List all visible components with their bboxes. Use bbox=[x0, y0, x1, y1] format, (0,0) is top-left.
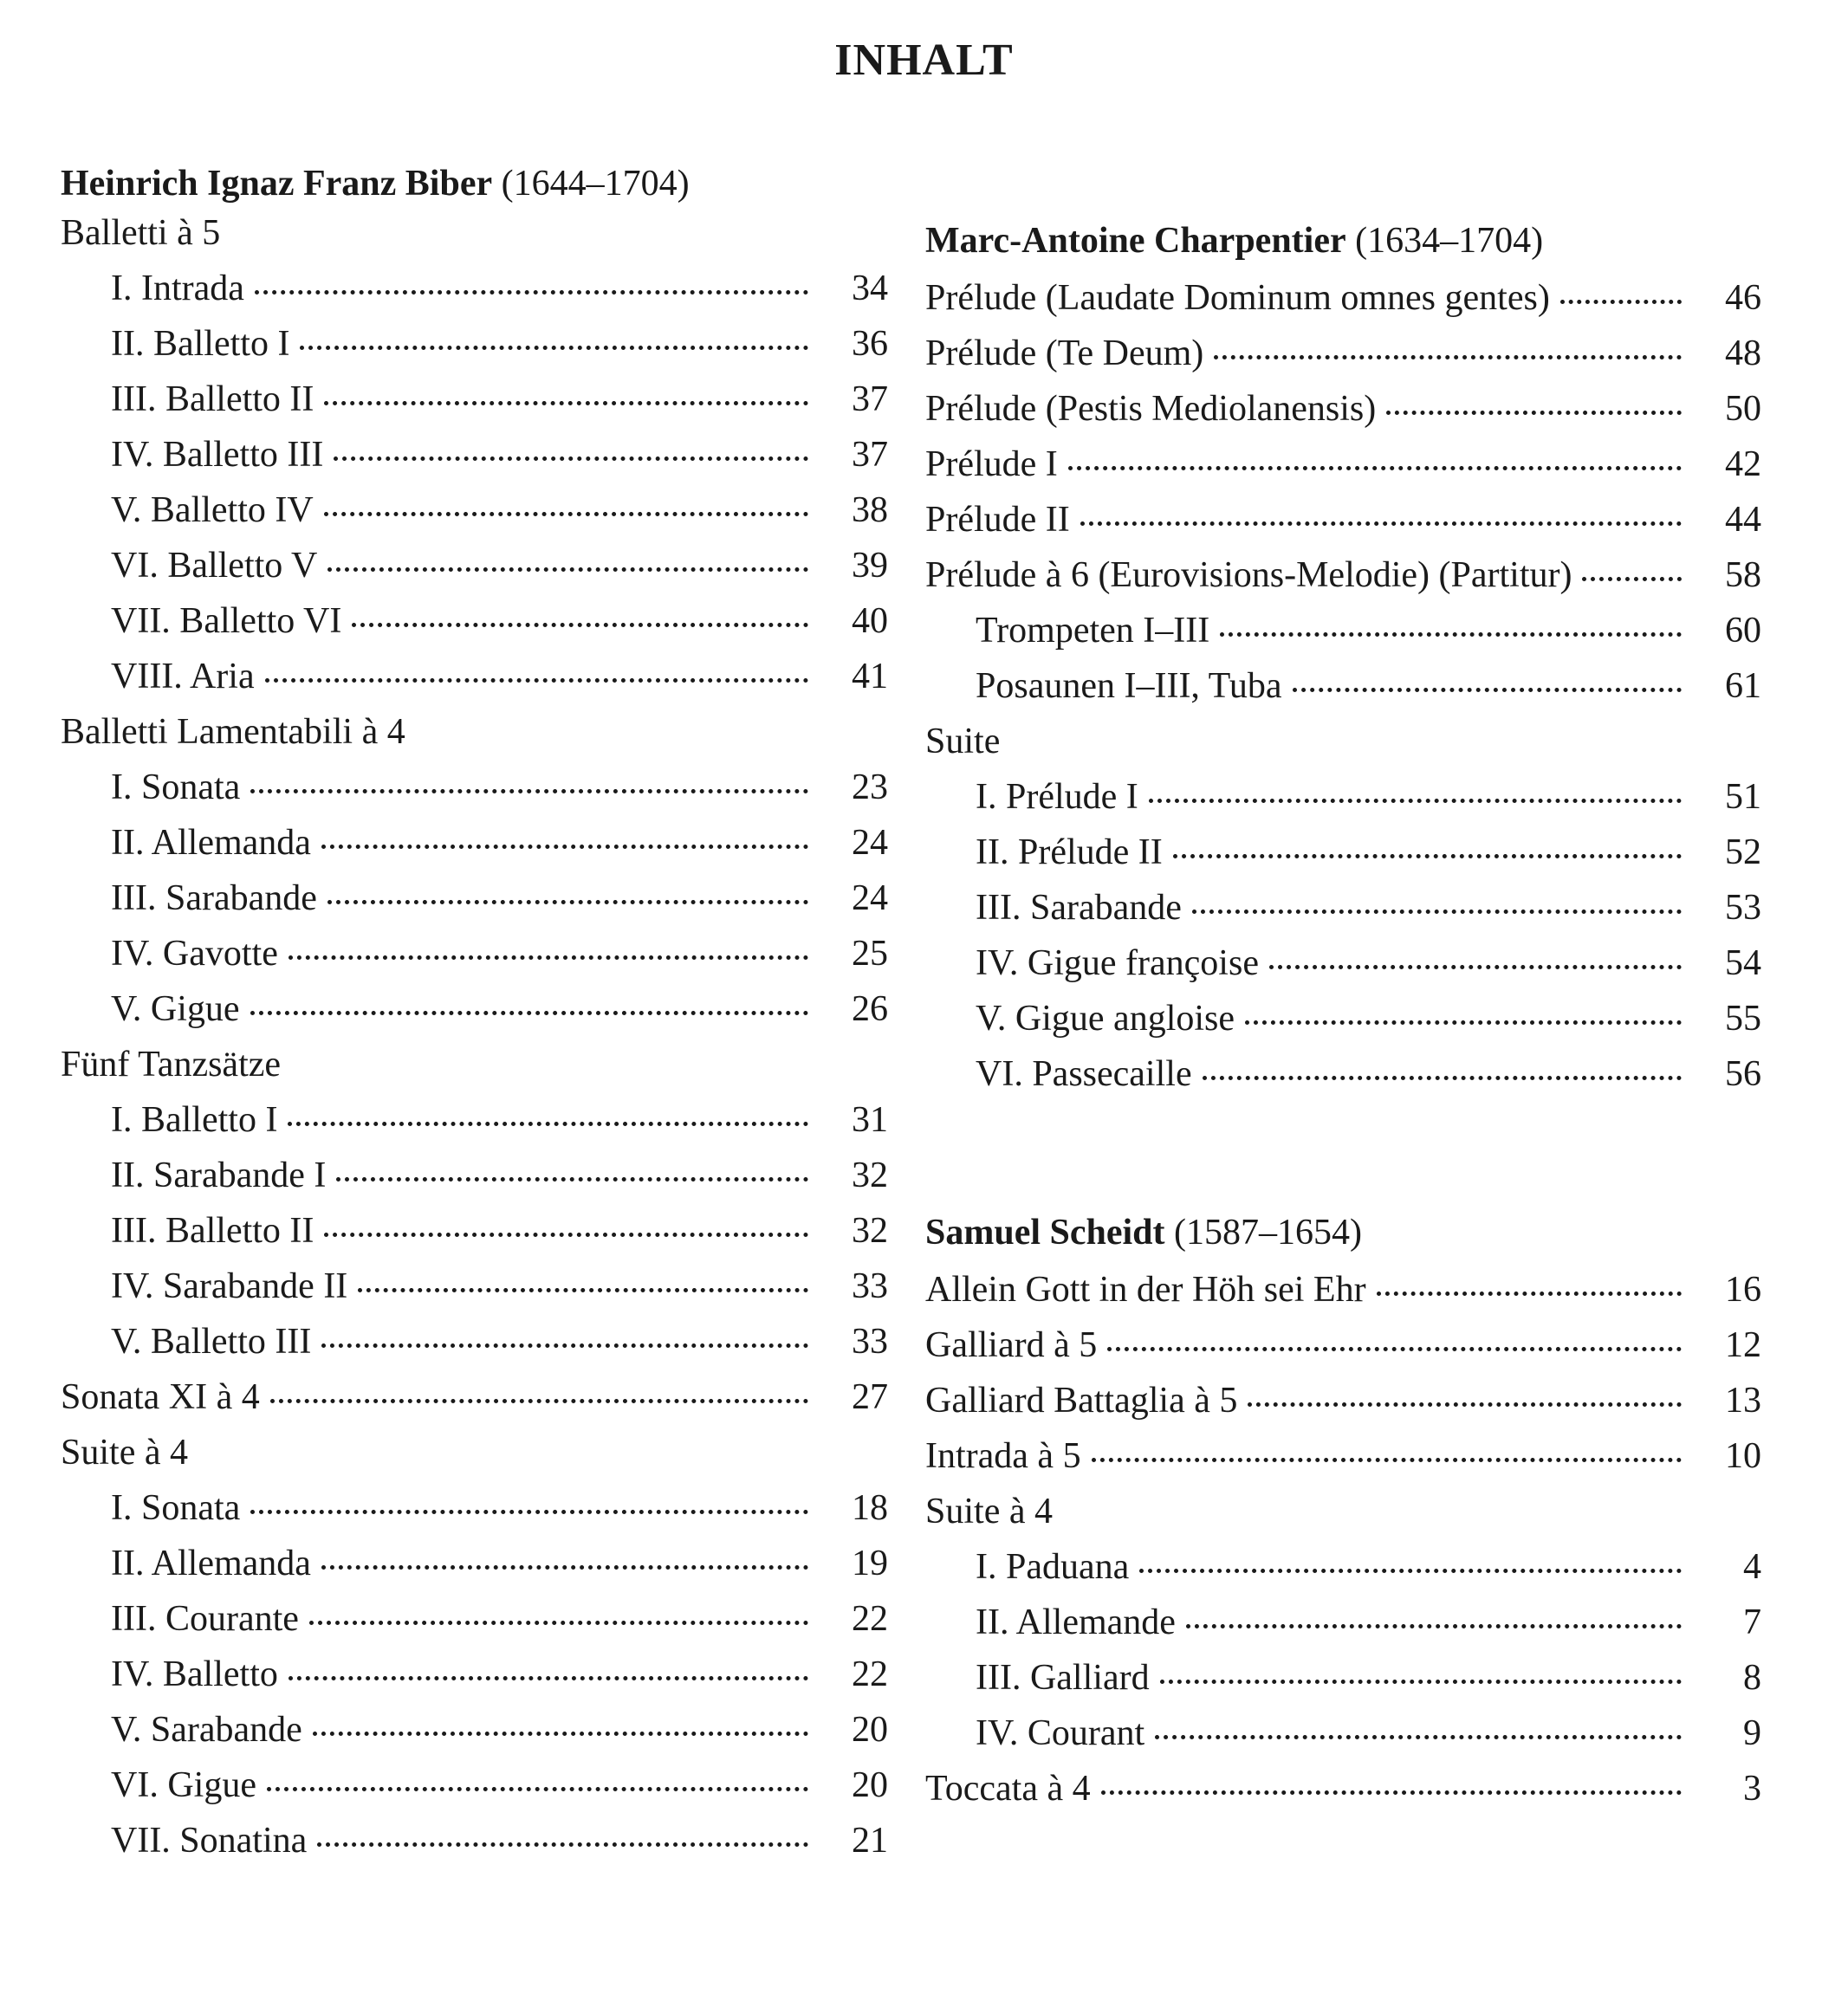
entry-title: V. Balletto III bbox=[111, 1322, 312, 1362]
page-title: INHALT bbox=[834, 36, 1014, 85]
entry-title: II. Prélude II bbox=[976, 832, 1163, 872]
composer-name: Heinrich Ignaz Franz Biber bbox=[61, 164, 493, 204]
dot-leader bbox=[250, 1011, 808, 1015]
entry-page: 38 bbox=[852, 490, 888, 530]
toc-entry[interactable] bbox=[61, 316, 888, 372]
dot-leader bbox=[1214, 355, 1682, 359]
dot-leader bbox=[336, 1177, 808, 1182]
entry-page: 61 bbox=[1725, 666, 1761, 706]
toc-entry[interactable] bbox=[61, 760, 888, 815]
entry-title: Allein Gott in der Höh sei Ehr bbox=[925, 1270, 1366, 1310]
dot-leader bbox=[1186, 1624, 1682, 1628]
entry-page: 40 bbox=[852, 601, 888, 641]
dot-leader bbox=[289, 955, 808, 960]
entry-title: Prélude (Pestis Mediolanensis) bbox=[925, 389, 1377, 429]
entry-title: I. Paduana bbox=[976, 1547, 1130, 1587]
dot-leader bbox=[250, 1510, 808, 1514]
dot-leader bbox=[300, 346, 808, 350]
entry-title: Sonata XI à 4 bbox=[61, 1377, 260, 1417]
toc-entry[interactable] bbox=[925, 1262, 1761, 1317]
toc-entry[interactable] bbox=[925, 991, 1761, 1046]
entry-title: VI. Passecaille bbox=[976, 1054, 1192, 1094]
dot-leader bbox=[1139, 1569, 1682, 1573]
entry-page: 24 bbox=[852, 878, 888, 918]
toc-entry[interactable] bbox=[925, 326, 1761, 381]
toc-entry[interactable] bbox=[61, 261, 888, 316]
entry-page: 10 bbox=[1725, 1436, 1761, 1476]
toc-entry[interactable] bbox=[61, 815, 888, 871]
entry-title: Trompeten I–III bbox=[976, 611, 1210, 651]
dot-leader bbox=[1377, 1292, 1682, 1296]
dot-leader bbox=[1386, 411, 1682, 415]
entry-title: Prélude (Laudate Dominum omnes gentes) bbox=[925, 278, 1550, 318]
entry-page: 24 bbox=[852, 823, 888, 863]
entry-title: Posaunen I–III, Tuba bbox=[976, 666, 1282, 706]
entry-page: 20 bbox=[852, 1765, 888, 1805]
composer-heading-biber bbox=[61, 156, 888, 211]
dot-leader bbox=[1582, 577, 1682, 581]
entry-page: 12 bbox=[1725, 1325, 1761, 1365]
toc-entry[interactable] bbox=[925, 492, 1761, 547]
toc-entry[interactable] bbox=[61, 482, 888, 538]
dot-leader bbox=[327, 567, 808, 572]
dot-leader bbox=[309, 1621, 808, 1625]
group-title: Balletti à 5 bbox=[61, 213, 221, 253]
toc-entry[interactable] bbox=[925, 1650, 1761, 1706]
entry-page: 22 bbox=[852, 1599, 888, 1639]
toc-entry[interactable] bbox=[61, 1813, 888, 1868]
composer-dates: (1644–1704) bbox=[501, 164, 690, 204]
group-title: Suite à 4 bbox=[925, 1492, 1053, 1531]
dot-leader bbox=[327, 900, 808, 904]
composer-name: Marc-Antoine Charpentier bbox=[925, 221, 1346, 261]
toc-entry[interactable] bbox=[61, 1203, 888, 1259]
entry-title: I. Prélude I bbox=[976, 777, 1138, 817]
entry-page: 23 bbox=[852, 767, 888, 807]
entry-title: Prélude (Te Deum) bbox=[925, 333, 1204, 373]
dot-leader bbox=[1092, 1458, 1682, 1462]
dot-leader bbox=[321, 1343, 808, 1348]
entry-page: 33 bbox=[852, 1266, 888, 1306]
dot-leader bbox=[1248, 1402, 1682, 1407]
toc-entry[interactable] bbox=[61, 871, 888, 926]
toc-entry[interactable] bbox=[61, 1314, 888, 1369]
dot-leader bbox=[270, 1399, 808, 1403]
entry-page: 42 bbox=[1725, 444, 1761, 484]
dot-leader bbox=[1293, 688, 1683, 692]
toc-entry[interactable] bbox=[61, 1259, 888, 1314]
entry-page: 41 bbox=[852, 657, 888, 696]
entry-page: 32 bbox=[852, 1156, 888, 1195]
dot-leader bbox=[1173, 854, 1682, 858]
dot-leader bbox=[1160, 1680, 1682, 1684]
dot-leader bbox=[1220, 632, 1682, 637]
toc-entry[interactable] bbox=[61, 593, 888, 649]
entry-page: 34 bbox=[852, 269, 888, 308]
dot-leader bbox=[289, 1676, 808, 1680]
entry-title: IV. Courant bbox=[976, 1713, 1145, 1753]
entry-page: 33 bbox=[852, 1322, 888, 1362]
dot-leader bbox=[321, 1565, 808, 1570]
toc-entry[interactable] bbox=[61, 1647, 888, 1702]
dot-leader bbox=[1107, 1347, 1682, 1351]
dot-leader bbox=[255, 290, 808, 295]
entry-page: 58 bbox=[1725, 555, 1761, 595]
dot-leader bbox=[265, 678, 808, 683]
dot-leader bbox=[324, 512, 808, 516]
entry-title: IV. Balletto III bbox=[111, 435, 324, 475]
toc-entry[interactable] bbox=[61, 649, 888, 704]
entry-title: IV. Sarabande II bbox=[111, 1266, 348, 1306]
entry-page: 39 bbox=[852, 546, 888, 586]
entry-page: 27 bbox=[852, 1377, 888, 1417]
dot-leader bbox=[1068, 466, 1682, 470]
toc-entry[interactable] bbox=[925, 270, 1761, 326]
toc-entry[interactable] bbox=[61, 1702, 888, 1758]
entry-title: II. Balletto I bbox=[111, 324, 290, 364]
entry-page: 16 bbox=[1725, 1270, 1761, 1310]
entry-page: 48 bbox=[1725, 333, 1761, 373]
toc-entry[interactable] bbox=[925, 658, 1761, 714]
entry-page: 46 bbox=[1725, 278, 1761, 318]
entry-page: 44 bbox=[1725, 500, 1761, 540]
toc-entry[interactable] bbox=[925, 603, 1761, 658]
toc-entry[interactable] bbox=[61, 1536, 888, 1591]
entry-page: 31 bbox=[852, 1100, 888, 1140]
entry-page: 19 bbox=[852, 1544, 888, 1583]
entry-page: 7 bbox=[1743, 1602, 1761, 1642]
toc-entry[interactable] bbox=[925, 1046, 1761, 1102]
entry-page: 13 bbox=[1725, 1381, 1761, 1421]
entry-title: I. Sonata bbox=[111, 1488, 241, 1528]
entry-page: 3 bbox=[1743, 1769, 1761, 1809]
entry-page: 18 bbox=[852, 1488, 888, 1528]
entry-page: 52 bbox=[1725, 832, 1761, 872]
entry-page: 53 bbox=[1725, 888, 1761, 928]
entry-title: III. Sarabande bbox=[111, 878, 317, 918]
entry-title: IV. Gigue françoise bbox=[976, 943, 1259, 983]
entry-page: 60 bbox=[1725, 611, 1761, 651]
toc-entry[interactable] bbox=[925, 769, 1761, 825]
entry-title: I. Sonata bbox=[111, 767, 241, 807]
dot-leader bbox=[313, 1732, 808, 1736]
composer-dates: (1634–1704) bbox=[1355, 221, 1544, 261]
toc-entry[interactable] bbox=[61, 1369, 888, 1425]
entry-title: Prélude II bbox=[925, 500, 1070, 540]
entry-title: VIII. Aria bbox=[111, 657, 255, 696]
entry-page: 32 bbox=[852, 1211, 888, 1251]
toc-entry[interactable] bbox=[925, 1373, 1761, 1428]
entry-title: V. Balletto IV bbox=[111, 490, 314, 530]
entry-page: 9 bbox=[1743, 1713, 1761, 1753]
toc-entry[interactable] bbox=[61, 1480, 888, 1536]
entry-title: Prélude à 6 (Eurovisions-Melodie) (Partitur) bbox=[925, 555, 1572, 595]
entry-title: VI. Gigue bbox=[111, 1765, 256, 1805]
entry-title: VI. Balletto V bbox=[111, 546, 318, 586]
entry-title: II. Allemanda bbox=[111, 1544, 311, 1583]
entry-title: IV. Balletto bbox=[111, 1654, 278, 1694]
entry-title: III. Sarabande bbox=[976, 888, 1182, 928]
dot-leader bbox=[358, 1288, 808, 1292]
entry-title: II. Allemande bbox=[976, 1602, 1176, 1642]
entry-title: V. Sarabande bbox=[111, 1710, 302, 1750]
entry-page: 36 bbox=[852, 324, 888, 364]
toc-entry[interactable] bbox=[925, 936, 1761, 991]
toc-entry[interactable] bbox=[61, 372, 888, 427]
entry-page: 4 bbox=[1743, 1547, 1761, 1587]
dot-leader bbox=[317, 1842, 808, 1847]
dot-leader bbox=[1155, 1735, 1682, 1739]
entry-title: II. Allemanda bbox=[111, 823, 311, 863]
entry-title: III. Courante bbox=[111, 1599, 299, 1639]
dot-leader bbox=[1149, 799, 1682, 803]
entry-page: 25 bbox=[852, 934, 888, 974]
entry-page: 26 bbox=[852, 989, 888, 1029]
entry-page: 54 bbox=[1725, 943, 1761, 983]
toc-entry[interactable] bbox=[925, 381, 1761, 437]
composer-heading-scheidt bbox=[925, 1205, 1761, 1260]
toc-entry[interactable] bbox=[925, 1761, 1761, 1816]
dot-leader bbox=[1203, 1076, 1682, 1080]
entry-title: Galliard Battaglia à 5 bbox=[925, 1381, 1238, 1421]
entry-title: Toccata à 4 bbox=[925, 1769, 1091, 1809]
toc-entry[interactable] bbox=[925, 825, 1761, 880]
dot-leader bbox=[334, 456, 808, 461]
entry-title: V. Gigue angloise bbox=[976, 999, 1235, 1039]
entry-page: 37 bbox=[852, 379, 888, 419]
composer-name: Samuel Scheidt bbox=[925, 1213, 1165, 1253]
entry-title: III. Galliard bbox=[976, 1658, 1150, 1698]
entry-page: 20 bbox=[852, 1710, 888, 1750]
entry-page: 21 bbox=[852, 1821, 888, 1861]
entry-page: 51 bbox=[1725, 777, 1761, 817]
dot-leader bbox=[1192, 910, 1682, 914]
entry-page: 50 bbox=[1725, 389, 1761, 429]
entry-title: IV. Gavotte bbox=[111, 934, 278, 974]
toc-entry[interactable] bbox=[61, 1591, 888, 1647]
toc-entry[interactable] bbox=[61, 926, 888, 981]
group-title: Suite à 4 bbox=[61, 1433, 188, 1473]
entry-page: 37 bbox=[852, 435, 888, 475]
dot-leader bbox=[352, 623, 808, 627]
toc-entry[interactable] bbox=[925, 1317, 1761, 1373]
dot-leader bbox=[324, 401, 808, 405]
entry-title: III. Balletto II bbox=[111, 1211, 314, 1251]
entry-title: VII. Sonatina bbox=[111, 1821, 308, 1861]
dot-leader bbox=[1245, 1020, 1682, 1025]
dot-leader bbox=[1269, 965, 1682, 969]
toc-entry[interactable] bbox=[925, 1539, 1761, 1595]
entry-title: Prélude I bbox=[925, 444, 1058, 484]
toc-entry[interactable] bbox=[61, 1092, 888, 1148]
dot-leader bbox=[324, 1233, 808, 1237]
group-title: Balletti Lamentabili à 4 bbox=[61, 712, 405, 752]
dot-leader bbox=[250, 789, 808, 793]
toc-entry[interactable] bbox=[61, 1148, 888, 1203]
composer-heading-charpentier bbox=[925, 213, 1761, 269]
entry-title: II. Sarabande I bbox=[111, 1156, 327, 1195]
entry-title: I. Intrada bbox=[111, 269, 244, 308]
toc-entry[interactable] bbox=[925, 1706, 1761, 1761]
entry-title: V. Gigue bbox=[111, 989, 240, 1029]
toc-entry[interactable] bbox=[925, 547, 1761, 603]
entry-title: III. Balletto II bbox=[111, 379, 314, 419]
entry-title: Intrada à 5 bbox=[925, 1436, 1081, 1476]
dot-leader bbox=[1080, 521, 1682, 526]
group-title: Fünf Tanzsätze bbox=[61, 1045, 282, 1084]
entry-page: 55 bbox=[1725, 999, 1761, 1039]
group-title: Suite bbox=[925, 722, 1001, 761]
toc-entry[interactable] bbox=[925, 880, 1761, 936]
dot-leader bbox=[288, 1122, 808, 1126]
dot-leader bbox=[267, 1787, 808, 1791]
toc-entry[interactable] bbox=[61, 981, 888, 1037]
entry-page: 22 bbox=[852, 1654, 888, 1694]
toc-entry[interactable] bbox=[61, 427, 888, 482]
toc-entry[interactable] bbox=[61, 1758, 888, 1813]
dot-leader bbox=[1560, 300, 1682, 304]
toc-entry[interactable] bbox=[61, 538, 888, 593]
entry-title: I. Balletto I bbox=[111, 1100, 278, 1140]
dot-leader bbox=[1101, 1790, 1682, 1795]
toc-entry[interactable] bbox=[925, 1428, 1761, 1484]
dot-leader bbox=[321, 845, 808, 849]
entry-page: 56 bbox=[1725, 1054, 1761, 1094]
toc-entry[interactable] bbox=[925, 1595, 1761, 1650]
composer-dates: (1587–1654) bbox=[1174, 1213, 1363, 1253]
entry-title: Galliard à 5 bbox=[925, 1325, 1098, 1365]
entry-title: VII. Balletto VI bbox=[111, 601, 342, 641]
toc-entry[interactable] bbox=[925, 437, 1761, 492]
entry-page: 8 bbox=[1743, 1658, 1761, 1698]
